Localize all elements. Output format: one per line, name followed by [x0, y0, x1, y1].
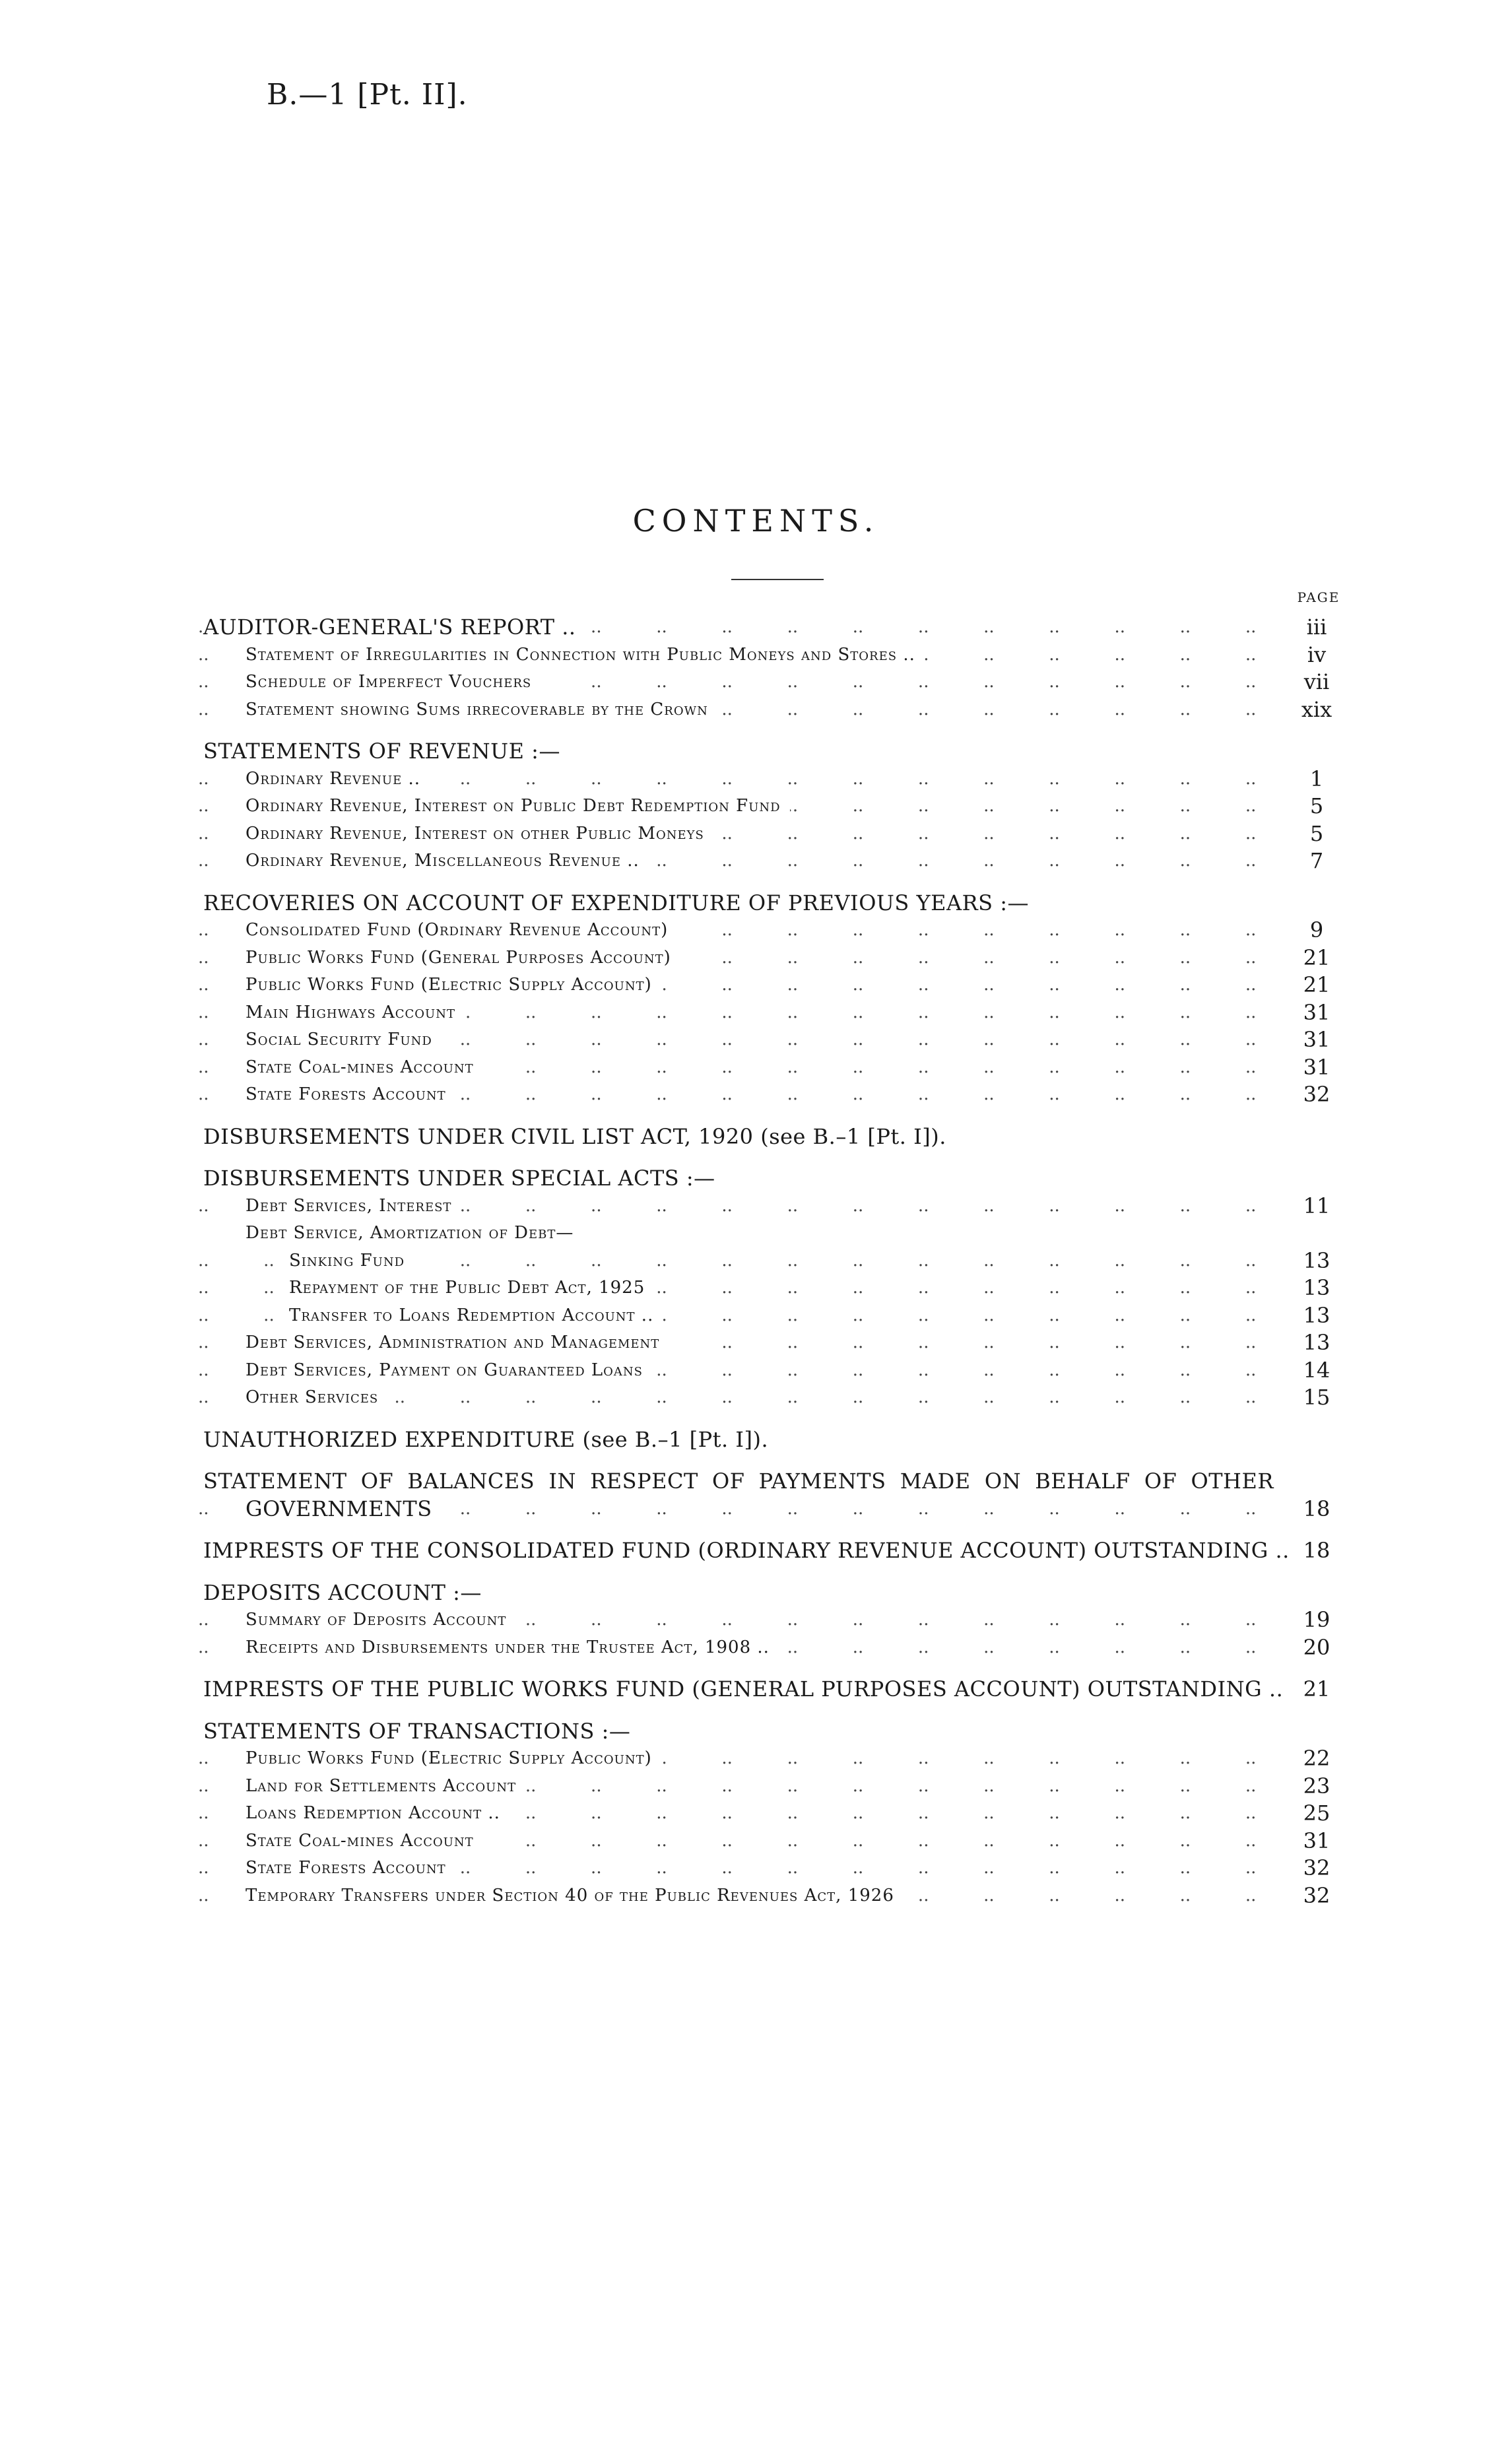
toc-entry-heading-line[interactable] — [198, 1468, 1346, 1496]
section-heading: AUDITOR-GENERAL'S REPORT .. — [203, 614, 585, 642]
toc-entry[interactable] — [198, 1302, 1346, 1330]
toc-entry[interactable] — [198, 847, 1346, 875]
page-number: 21 — [1303, 1676, 1331, 1702]
page-number: 19 — [1303, 1607, 1331, 1632]
toc-entry[interactable] — [198, 999, 1346, 1027]
entry-label: Loans Redemption Account .. — [246, 1800, 509, 1828]
entry-label: Ordinary Revenue .. — [246, 766, 430, 793]
toc-entry[interactable] — [198, 766, 1346, 793]
entry-label: State Coal-mines Account — [246, 1054, 483, 1082]
toc-entry[interactable] — [198, 1496, 1346, 1523]
toc-section-heading — [198, 890, 1346, 917]
toc-entry[interactable] — [198, 1274, 1346, 1302]
toc-entry[interactable] — [198, 1828, 1346, 1855]
toc-entry[interactable] — [198, 1357, 1346, 1385]
page-number: 25 — [1303, 1801, 1331, 1826]
page-number: 22 — [1303, 1746, 1331, 1771]
toc-entry[interactable] — [198, 793, 1346, 820]
entry-label: Debt Services, Payment on Guaranteed Loans — [246, 1357, 652, 1385]
entry-label: Consolidated Fund (Ordinary Revenue Account) — [246, 917, 677, 944]
entry-label: Temporary Transfers under Section 40 of the Public Revenues Act, 1926 — [246, 1882, 904, 1910]
heading-word: STATEMENT — [203, 1469, 347, 1494]
entry-label: Repayment of the Public Debt Act, 1925 — [289, 1274, 654, 1302]
toc-entry[interactable] — [198, 917, 1346, 944]
entry-label: Ordinary Revenue, Miscellaneous Revenue .. — [246, 847, 649, 875]
section-heading: STATEMENTS OF REVENUE :— — [203, 738, 570, 766]
toc-entry[interactable] — [198, 614, 1346, 642]
heading-word: OF — [360, 1469, 394, 1494]
toc-section-heading — [198, 738, 1346, 766]
entry-label: Sinking Fund — [289, 1247, 414, 1275]
entry-label: Summary of Deposits Account — [246, 1606, 515, 1634]
section-heading: IMPRESTS OF THE PUBLIC WORKS FUND (GENERAL PURPOSES ACCOUNT) OUTSTANDING .. — [203, 1676, 1292, 1704]
toc-entry[interactable] — [198, 1800, 1346, 1828]
heading-word: BEHALF — [1035, 1469, 1131, 1494]
toc-entry[interactable] — [198, 1054, 1346, 1082]
toc-entry[interactable] — [198, 1123, 1346, 1151]
section-heading: DISBURSEMENTS UNDER SPECIAL ACTS :— — [203, 1165, 725, 1193]
page-title: CONTENTS. — [632, 503, 880, 539]
entry-label: State Forests Account — [246, 1081, 455, 1109]
section-heading-line1 — [203, 1468, 1274, 1496]
page-number: 5 — [1309, 820, 1324, 846]
entry-label: Social Security Fund — [246, 1026, 442, 1054]
page-number: 14 — [1303, 1357, 1331, 1383]
page-number: 32 — [1303, 1082, 1331, 1107]
toc-entry[interactable] — [198, 1026, 1346, 1054]
page-column-label: PAGE — [1297, 589, 1340, 605]
toc-entry[interactable] — [198, 1384, 1346, 1412]
table-of-contents — [198, 614, 1346, 1909]
heading-word: IN — [548, 1469, 576, 1494]
toc-entry[interactable] — [198, 1634, 1346, 1662]
page-number: iv — [1307, 642, 1327, 667]
toc-section-heading — [198, 1165, 1346, 1193]
page-number: 31 — [1303, 1828, 1331, 1853]
entry-label: State Forests Account — [246, 1855, 455, 1882]
page-number: 31 — [1303, 999, 1331, 1025]
section-heading: STATEMENTS OF TRANSACTIONS :— — [203, 1718, 640, 1746]
toc-section-heading — [198, 1718, 1346, 1746]
page-number: 15 — [1303, 1385, 1331, 1410]
toc-entry[interactable] — [198, 696, 1346, 724]
entry-label: Public Works Fund (General Purposes Account) — [246, 944, 680, 972]
heading-word: MADE — [900, 1469, 971, 1494]
page-number: 32 — [1303, 1855, 1331, 1880]
page-number: 7 — [1309, 848, 1324, 873]
toc-entry[interactable] — [198, 1676, 1346, 1704]
toc-entry[interactable] — [198, 972, 1346, 999]
toc-entry[interactable] — [198, 1606, 1346, 1634]
heading-word: PAYMENTS — [758, 1469, 886, 1494]
section-heading-line2: GOVERNMENTS — [246, 1496, 442, 1523]
section-heading: DISBURSEMENTS UNDER CIVIL LIST ACT, 1920 (see B.–1 [Pt. I]). — [203, 1123, 956, 1151]
document-reference: B.—1 [Pt. II]. — [267, 78, 468, 112]
heading-word: OF — [711, 1469, 745, 1494]
page-number: 31 — [1303, 1054, 1331, 1080]
toc-entry[interactable] — [198, 1745, 1346, 1773]
page-number: 32 — [1303, 1882, 1331, 1908]
page-number: 11 — [1303, 1193, 1331, 1218]
entry-label: Main Highways Account — [246, 999, 465, 1027]
entry-label: Debt Services, Administration and Management — [246, 1329, 669, 1357]
entry-label: Debt Service, Amortization of Debt— — [246, 1220, 583, 1247]
page-number: 13 — [1303, 1275, 1331, 1300]
toc-entry[interactable] — [198, 1329, 1346, 1357]
page-number: xix — [1301, 696, 1332, 722]
toc-entry[interactable] — [198, 1537, 1346, 1565]
title-divider — [731, 579, 824, 580]
entry-label: Ordinary Revenue, Interest on other Public Moneys — [246, 820, 713, 848]
entry-label: Schedule of Imperfect Vouchers — [246, 669, 541, 696]
page-number: 21 — [1303, 972, 1331, 997]
page-number: 23 — [1303, 1773, 1331, 1799]
section-heading: UNAUTHORIZED EXPENDITURE (see B.–1 [Pt. I]). — [203, 1426, 777, 1454]
entry-label: Statement showing Sums irrecoverable by the Crown — [246, 696, 717, 724]
heading-word: ON — [984, 1469, 1022, 1494]
page-number: 18 — [1303, 1538, 1331, 1563]
toc-entry[interactable] — [198, 669, 1346, 696]
entry-label: Other Services — [246, 1384, 387, 1412]
page-number: 13 — [1303, 1247, 1331, 1273]
toc-entry[interactable] — [198, 1773, 1346, 1801]
page-number: 5 — [1309, 793, 1324, 818]
section-heading: IMPRESTS OF THE CONSOLIDATED FUND (ORDINARY REVENUE ACCOUNT) OUTSTANDING .. — [203, 1537, 1299, 1565]
heading-word: BALANCES — [407, 1469, 535, 1494]
section-heading: RECOVERIES ON ACCOUNT OF EXPENDITURE OF PREVIOUS YEARS :— — [203, 890, 1038, 917]
page-number: 1 — [1309, 766, 1324, 791]
toc-entry[interactable] — [198, 1247, 1346, 1275]
toc-subheading — [198, 1220, 1346, 1247]
page-number: 9 — [1309, 917, 1324, 943]
page-number: vii — [1303, 669, 1330, 694]
toc-section-heading — [198, 1579, 1346, 1607]
heading-word: OTHER — [1191, 1469, 1274, 1494]
page-number: 20 — [1303, 1634, 1331, 1660]
toc-entry[interactable] — [198, 1882, 1346, 1910]
toc-entry[interactable] — [198, 642, 1346, 669]
heading-word: RESPECT — [590, 1469, 698, 1494]
entry-label: Public Works Fund (Electric Supply Account) — [246, 1745, 661, 1773]
page-number: 13 — [1303, 1302, 1331, 1328]
entry-label: Transfer to Loans Redemption Account .. — [289, 1302, 663, 1330]
entry-label: Debt Services, Interest — [246, 1193, 461, 1220]
page-number: 21 — [1303, 944, 1331, 970]
entry-label: Ordinary Revenue, Interest on Public Debt Redemption Fund — [246, 793, 790, 820]
toc-entry[interactable] — [198, 820, 1346, 848]
toc-entry[interactable] — [198, 1855, 1346, 1882]
toc-entry[interactable] — [198, 1193, 1346, 1220]
entry-label: Land for Settlements Account — [246, 1773, 525, 1801]
page-number: iii — [1306, 614, 1327, 640]
toc-entry[interactable] — [198, 1426, 1346, 1454]
entry-label: Public Works Fund (Electric Supply Account) — [246, 972, 661, 999]
toc-entry[interactable] — [198, 944, 1346, 972]
entry-label: Statement of Irregularities in Connection with Public Moneys and Stores .. — [246, 642, 925, 669]
heading-word: OF — [1144, 1469, 1177, 1494]
page-number: 31 — [1303, 1027, 1331, 1052]
section-heading: DEPOSITS ACCOUNT :— — [203, 1579, 491, 1607]
page-number: 13 — [1303, 1330, 1331, 1355]
entry-label: State Coal-mines Account — [246, 1828, 483, 1855]
toc-entry[interactable] — [198, 1081, 1346, 1109]
page-number: 18 — [1303, 1496, 1331, 1521]
entry-label: Receipts and Disbursements under the Trustee Act, 1908 .. — [246, 1634, 779, 1662]
